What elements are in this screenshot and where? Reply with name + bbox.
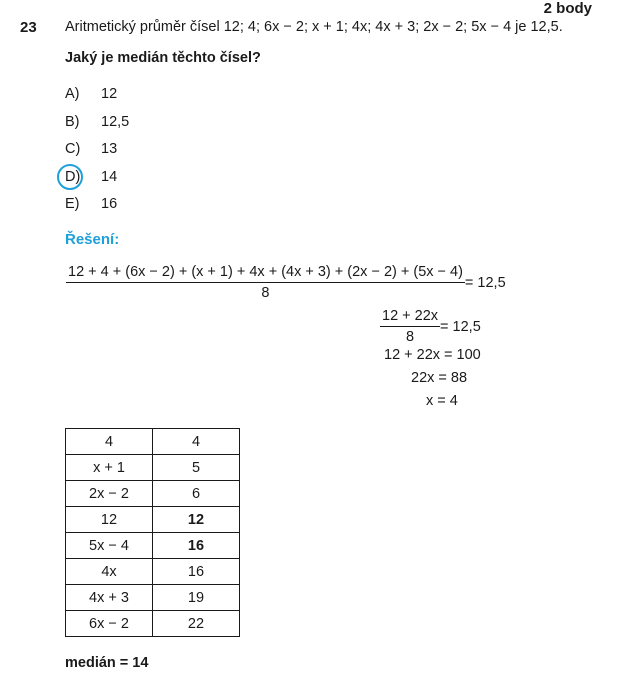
question-number: 23 — [20, 19, 37, 36]
table-row — [66, 507, 240, 533]
option-a — [65, 86, 117, 102]
value-cell: 19 — [153, 585, 240, 611]
expression-cell: 4x — [66, 559, 153, 585]
expression-cell: x + 1 — [66, 455, 153, 481]
question-number-item: 6x − 2; — [264, 19, 313, 35]
value-cell: 12 — [153, 507, 240, 533]
option-label: A) — [65, 86, 80, 102]
equation-2-rhs: = 12,5 — [440, 318, 481, 335]
option-label: C) — [65, 141, 81, 157]
table-row — [66, 481, 240, 507]
question-number-item: 4x; — [351, 19, 376, 35]
option-label: B) — [65, 114, 80, 130]
table-row — [66, 585, 240, 611]
option-c — [65, 141, 117, 157]
option-value: 13 — [101, 141, 118, 157]
equation-1-fraction — [66, 264, 465, 301]
equation-1 — [66, 264, 506, 301]
question-number-item: x + 1; — [312, 19, 352, 35]
table-row — [66, 455, 240, 481]
equation-step-5: x = 4 — [426, 393, 458, 409]
expression-cell: 4x + 3 — [66, 585, 153, 611]
expression-cell: 4 — [66, 429, 153, 455]
option-value: 16 — [101, 196, 118, 212]
option-label: E) — [65, 196, 80, 212]
option-value: 14 — [101, 169, 118, 185]
question-text-suffix: je 12,5. — [515, 19, 563, 35]
expression-cell: 12 — [66, 507, 153, 533]
equation-2-denominator: 8 — [405, 329, 415, 345]
option-e — [65, 196, 117, 212]
question-number-list — [224, 19, 511, 35]
equation-1-rhs: = 12,5 — [464, 274, 506, 291]
value-cell: 16 — [153, 559, 240, 585]
option-value: 12,5 — [101, 114, 130, 130]
expression-cell: 6x − 2 — [66, 611, 153, 637]
question-number-item: 4; — [247, 19, 265, 35]
points-label: 2 body — [543, 0, 592, 17]
question-number-item: 2x − 2; — [423, 19, 472, 35]
equation-2-numerator: 12 + 22x — [380, 308, 440, 327]
equation-step-3: 12 + 22x = 100 — [384, 347, 481, 363]
expression-cell: 2x − 2 — [66, 481, 153, 507]
table-row — [66, 533, 240, 559]
subquestion: Jaký je medián těchto čísel? — [65, 50, 261, 66]
option-label: D) — [65, 169, 101, 185]
question-number-item: 12; — [223, 19, 248, 35]
question-text-prefix: Aritmetický průměr čísel — [65, 19, 220, 35]
table-row — [66, 611, 240, 637]
equation-2-fraction — [380, 308, 440, 345]
table-row — [66, 559, 240, 585]
question-number-item: 4x + 3; — [375, 19, 424, 35]
selected-answer-circle-icon — [57, 164, 83, 190]
value-cell: 6 — [153, 481, 240, 507]
value-cell: 5 — [153, 455, 240, 481]
sorted-values-table — [65, 428, 240, 637]
equation-step-4: 22x = 88 — [411, 370, 468, 386]
expression-cell: 5x − 4 — [66, 533, 153, 559]
value-cell: 22 — [153, 611, 240, 637]
option-d — [65, 169, 117, 185]
question-number-item: 5x − 4 — [471, 19, 512, 35]
question-text — [65, 19, 563, 35]
equation-2 — [380, 308, 481, 345]
equation-1-numerator: 12 + 4 + (6x − 2) + (x + 1) + 4x + (4x + 3) + (2x − 2) + (5x − 4) — [66, 264, 465, 283]
table-row — [66, 429, 240, 455]
equation-1-denominator: 8 — [261, 285, 270, 301]
solution-heading: Řešení: — [65, 231, 120, 248]
value-cell: 4 — [153, 429, 240, 455]
value-cell: 16 — [153, 533, 240, 559]
option-b — [65, 114, 129, 130]
option-value: 12 — [101, 86, 118, 102]
median-result: medián = 14 — [65, 655, 149, 671]
